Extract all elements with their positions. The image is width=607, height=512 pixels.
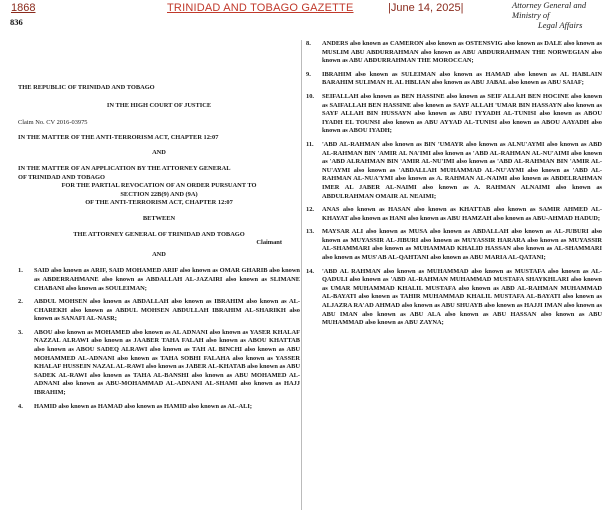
item-number: 1. — [18, 267, 23, 275]
and-2: AND — [152, 250, 166, 258]
matter-heading-2-line-2: OF TRINIDAD AND TOBAGO — [18, 173, 105, 181]
item-number: 12. — [306, 206, 314, 214]
right-list — [306, 40, 602, 328]
matter-heading-1: IN THE MATTER OF THE ANTI-TERRORISM ACT, CHAPTER 12:07 — [18, 133, 219, 141]
list-item — [18, 403, 300, 412]
stamp-line-2: Legal Affairs — [538, 20, 583, 30]
item-text: HAMID also known as HAMAD also known as HAMID also known as AL-ALI; — [34, 402, 253, 410]
matter-heading-2-line-3: FOR THE PARTIAL REVOCATION OF AN ORDER PURSUANT TO — [61, 182, 257, 190]
left-column — [18, 84, 300, 416]
list-item — [306, 40, 602, 66]
between-heading: BETWEEN — [142, 214, 176, 222]
item-text: MAYSAR ALI also known as MUSA also known as ABDALLAH also known as AL-JUBURI also known as MUYASSIR AL-JIBURI also known as MUYASSIR HARARA also known as MUYASSIR AL-SHAMMARI also known as MUHAMMAD KHALID HASSAN also known as AL-SHAMMARI also known as MUS'AB AL-QAHTANI also known as ABU MARIA AL-QATANI; — [322, 228, 602, 262]
list-item — [306, 228, 602, 262]
matter-heading-2-line-5: OF THE ANTI-TERRORISM ACT, CHAPTER 12:07 — [85, 199, 233, 207]
item-text: 'ABD AL RAHMAN also known as MUHAMMAD also known as MUSTAFA also known as AL-QADULI also known as 'ABD AL-RAHMAN MUHAMMAD MUSTAFA SHAYKHLARI also known as UMAR MUHAMMAD KHALIL MUSTAFA also known as ABD AL-RAHMAN MUHAMMAD AL-BAYATI also known as TAHIR MUHAMMAD KHALIL MUSTAFA AL-BAYATI also known as ALJAZRA RA'AD AHMAD also known as ABU SHUAYB also known as HAJJI IMAN also known as ABU IMAN also known as ABU ALA also known as ABU HASSAN also known as ABU MUHAMMAD also known as ABU ZAYNA; — [322, 267, 602, 327]
list-item — [18, 329, 300, 398]
item-text: ANDERS also known as CAMERON also known as OSTENSVIG also known as DALE also known as MUSLIM ABU ABDURRAHMAN also known as ABU ABDURRAHMAN THE NORWEGIAN also known as ABU ABDURRAHMAN THE MOROCCAN; — [322, 40, 602, 65]
item-number: 8. — [306, 40, 311, 47]
item-text: ANAS also known as HASAN also known as KHATTAB also known as SAMIR AHMED AL-KHAYAT also known as HANI also known as ABU HAMZAH also known as ABU-AHMAD HADUD; — [322, 206, 602, 222]
and-1: AND — [152, 149, 166, 157]
item-text: IBRAHIM also known as SULEIMAN also known as HAMAD also known as AL HABLAIN BARAHIM SULIMAN H. AL HBLIAN also known as ABU JABAL also known as ABU SAIAF; — [322, 70, 602, 87]
gazette-page-number: 1868 — [11, 2, 36, 14]
item-number: 4. — [18, 402, 23, 410]
list-item — [306, 71, 602, 88]
item-number: 14. — [306, 267, 314, 275]
matter-heading-2-line-4: SECTION 22B(9) AND (9A) — [120, 190, 198, 198]
item-text: 'ABD AL-RAHMAN also known as BIN 'UMAYR also known as ALNU'AYMI also known as ABD AL-RAHMAN BIN 'AMIR AL NA'IMI also known as 'ABD AL-RAHMAN AL-NU'AIMI also known as 'ABD ALRAHMAN BIN 'AMIR AL-NU'IMI also known as 'ABD AL-RAHMAN BIN 'AMIR AL-NU'AYMI also known as 'ABDALLAH MUHAMMAD AL-NU'AYMI also known as 'ABD AL-RAHMAN AL-NUA'YMI also known as A. RAHMAN AL-NAIMI also known as ABDELRAHMAN IMER AL JABER AL-NAIMI also known as A. RAHMAN ALNAIMI also known as ABDULRAHMAN OMAIR AL NEAIMI; — [322, 140, 602, 200]
left-list — [18, 267, 300, 411]
item-number: 2. — [18, 298, 23, 306]
gazette-title: TRINIDAD AND TOBAGO GAZETTE — [167, 2, 354, 14]
list-item — [306, 141, 602, 201]
sub-page-number: 836 — [10, 17, 23, 27]
item-number: 13. — [306, 228, 314, 236]
item-text: ABDUL MOHSEN also known as ABDALLAH also known as IBRAHIM also known as AL-CHAREKH also known as ABDUL MOHSEN ABDULLAH IBRAHIM AL-SHARIKH also known as SANAFI AL-NASR; — [34, 298, 300, 323]
item-number: 10. — [306, 92, 314, 100]
stamp-line-1: Attorney General and Ministry of — [512, 0, 587, 20]
claim-number: Claim No. CV 2016-03975 — [18, 119, 88, 127]
right-column — [306, 40, 602, 333]
court-heading: IN THE HIGH COURT OF JUSTICE — [106, 101, 212, 109]
column-divider — [301, 40, 302, 510]
list-item — [18, 267, 300, 293]
matter-heading-2-line-1: IN THE MATTER OF AN APPLICATION BY THE ATTORNEY GENERAL — [18, 164, 231, 172]
item-text: ABOU also known as MOHAMED also known as AL ADNANI also known as YASER KHALAF NAZZAL ALRAWI also known as JAABER TAHA FALAH also known as ABOU KHATTAB also known as ABOU SADEQ ALRAWI also known as TAH AL BINCHI also known as ABU MOHAMMED AL-ADNANI also known as TAHA SOBHI FALAHA also known as YASSER KHALAF HUSSEIN NAZAL AL-RAWI also known as JABER AL-KHATAB also known as ABU SADEK AL-RAWI also known as TAHA AL-BANSHI also known as ABU MOHAMED AL-ADNANI also known as ABU-MOHAMMAD AL-ADNANI AL-SHAMI also known as HAJJ IBRAHIM; — [34, 328, 300, 397]
republic-heading: THE REPUBLIC OF TRINIDAD AND TOBAGO — [18, 84, 155, 91]
list-item — [18, 298, 300, 324]
list-item — [306, 268, 602, 328]
ministry-stamp — [512, 0, 604, 30]
item-text: SEIFALLAH also known as BEN HASSINE also known as SEIF ALLAH BEN HOCINE also known as SAIFALLAH BEN HASSINE also known as SAYF ALLAH 'UMAR BIN HASSAYN also known as SAYF ALLAH BIN HUSSAYN also known as ABU IYYADH AL-TUNISI also known as ABOU IYADH EL TOUNSI also known as ABU AYYAD AL-TUNISI also known as ABOU AAYADH also known as ABOU IYADH; — [322, 92, 602, 135]
gazette-date: |June 14, 2025| — [388, 2, 464, 14]
item-number: 9. — [306, 70, 311, 78]
list-item — [306, 206, 602, 223]
item-number: 11. — [306, 140, 314, 148]
item-number: 3. — [18, 328, 23, 336]
item-text: SAID also known as ARIF, SAID MOHAMED ARIF also known as OMAR GHARIB also known as ABDERRAHMANE also known as ABDALLAH AL-JAZAIRI also known as SLIMANE CHABANI also known as SOULEIMAN; — [34, 267, 300, 292]
claimant-label: Claimant — [256, 239, 282, 247]
party-name: THE ATTORNEY GENERAL OF TRINIDAD AND TOBAGO — [73, 230, 245, 238]
list-item — [306, 93, 602, 136]
